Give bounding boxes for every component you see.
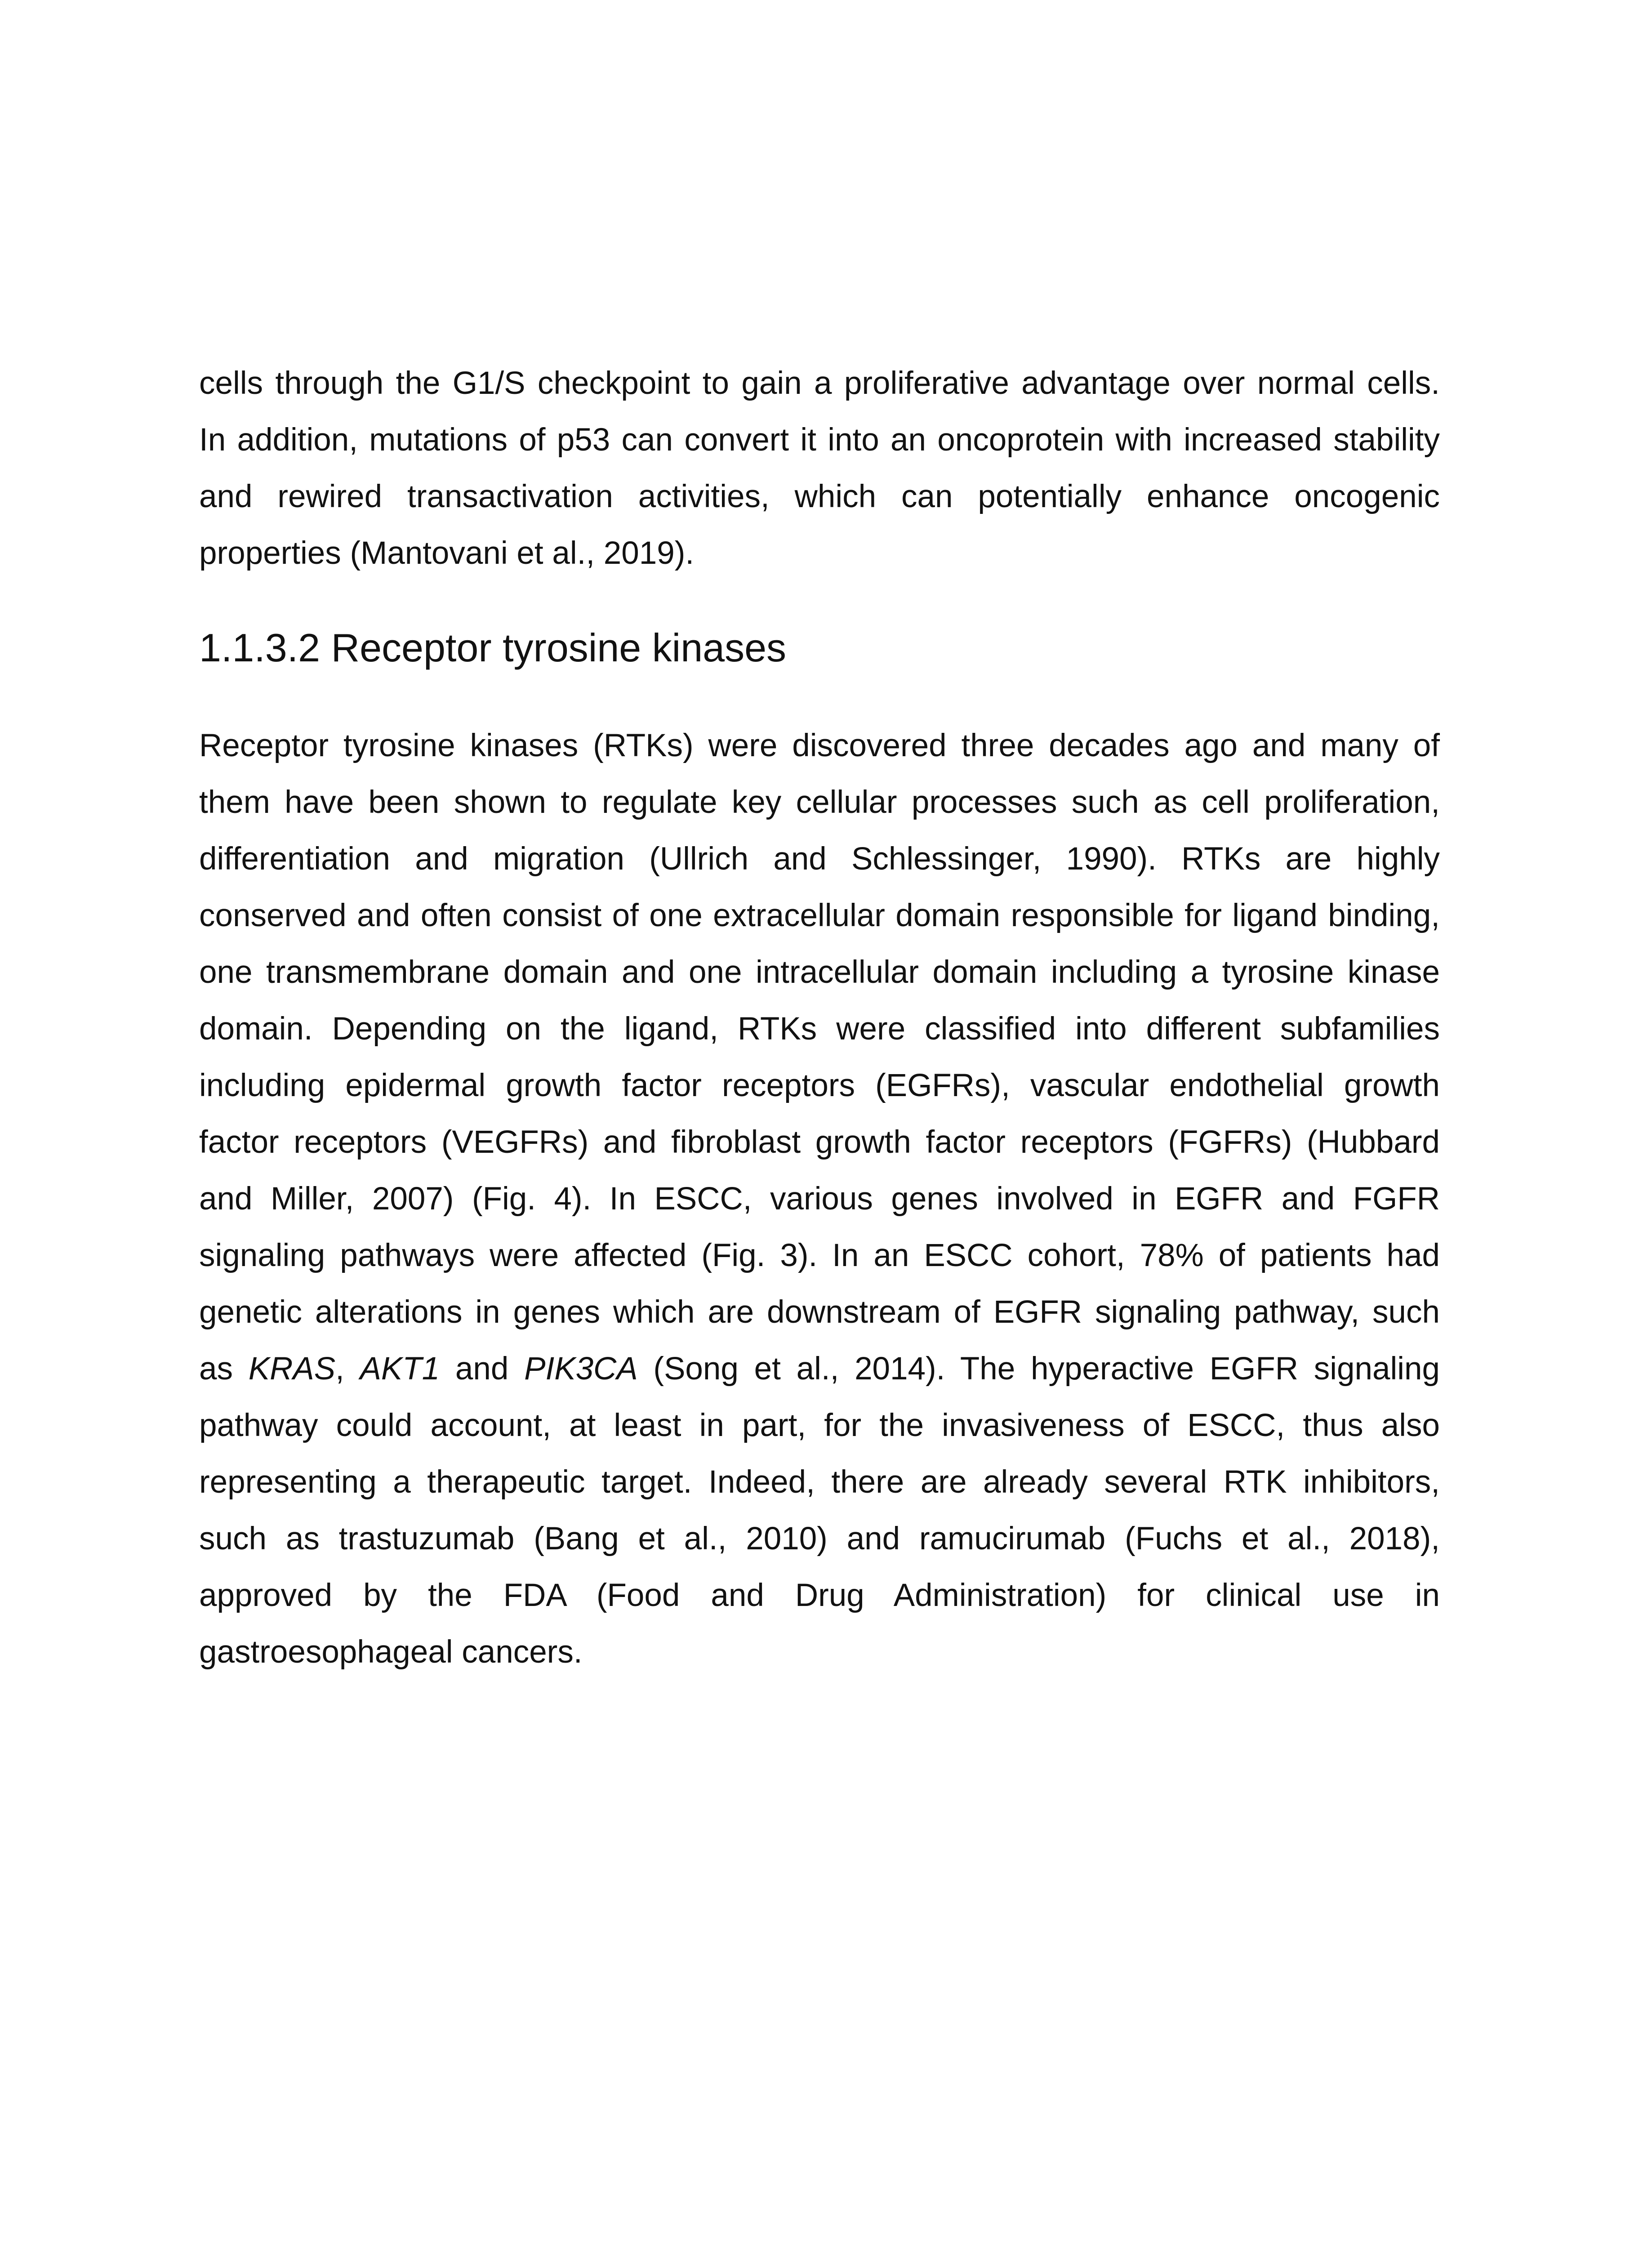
main-paragraph: [199, 718, 1440, 1681]
gene-name-akt1: AKT1: [360, 1351, 440, 1387]
text-line: one transmembrane domain and one intracellular domain including a tyrosine kinase: [199, 955, 1440, 990]
text-line: including epidermal growth factor receptors (EGFRs), vascular endothelial growth: [199, 1068, 1440, 1103]
text-line: pathway could account, at least in part, for the invasiveness of ESCC, thus also: [199, 1408, 1440, 1443]
text-line: approved by the FDA (Food and Drug Administration) for clinical use in: [199, 1578, 1440, 1613]
section-heading: 1.1.3.2 Receptor tyrosine kinases: [199, 625, 787, 670]
text-line: them have been shown to regulate key cellular processes such as cell proliferation,: [199, 785, 1440, 820]
text-line: signaling pathways were affected (Fig. 3). In an ESCC cohort, 78% of patients had: [199, 1238, 1440, 1273]
text-line: and rewired transactivation activities, which can potentially enhance oncogenic: [199, 479, 1440, 514]
text-fragment: ,: [335, 1351, 360, 1387]
text-line: differentiation and migration (Ullrich and Schlessinger, 1990). RTKs are highly: [199, 841, 1440, 877]
text-line: cells through the G1/S checkpoint to gain a proliferative advantage over normal cells.: [199, 366, 1440, 401]
gene-name-kras: KRAS: [248, 1351, 336, 1387]
text-line: such as trastuzumab (Bang et al., 2010) and ramucirumab (Fuchs et al., 2018),: [199, 1521, 1440, 1557]
text-line: domain. Depending on the ligand, RTKs were classified into different subfamilies: [199, 1011, 1440, 1047]
genes-line: [199, 1341, 1440, 1397]
text-line: and Miller, 2007) (Fig. 4). In ESCC, various genes involved in EGFR and FGFR: [199, 1181, 1440, 1217]
text-line: representing a therapeutic target. Indeed, there are already several RTK inhibitors,: [199, 1464, 1440, 1500]
text-line: genetic alterations in genes which are downstream of EGFR signaling pathway, such: [199, 1294, 1440, 1330]
text-line: Receptor tyrosine kinases (RTKs) were discovered three decades ago and many of: [199, 728, 1440, 763]
intro-paragraph: [199, 355, 1440, 582]
text-line: gastroesophageal cancers.: [199, 1634, 583, 1670]
text-line: factor receptors (VEGFRs) and fibroblast growth factor receptors (FGFRs) (Hubbard: [199, 1124, 1440, 1160]
text-fragment: as: [199, 1351, 249, 1387]
text-line: conserved and often consist of one extracellular domain responsible for ligand binding,: [199, 898, 1440, 933]
text-line: In addition, mutations of p53 can convert it into an oncoprotein with increased stability: [199, 422, 1440, 458]
text-fragment: and: [440, 1351, 525, 1387]
gene-name-pik3ca: PIK3CA: [524, 1351, 638, 1387]
text-fragment: (Song et al., 2014). The hyperactive EGFR signaling: [637, 1351, 1440, 1387]
text-line: properties (Mantovani et al., 2019).: [199, 535, 695, 571]
